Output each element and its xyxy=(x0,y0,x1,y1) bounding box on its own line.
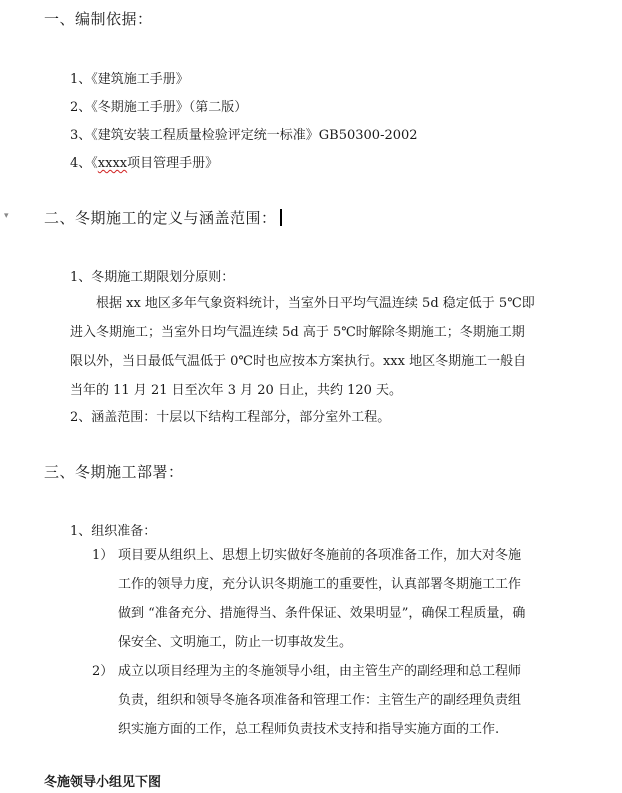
reference-item-1 xyxy=(70,68,189,87)
section-heading-1: 一、编制依据： xyxy=(44,10,153,28)
reference-number: 3、 xyxy=(70,128,92,143)
paragraph-line: 工作的领导力度，充分认识冬期施工的重要性，认真部署冬期施工工作 xyxy=(118,577,522,592)
s2-paragraph xyxy=(70,289,570,405)
reference-item-4 xyxy=(70,152,218,171)
paragraph-line: 做到 “准备充分、措施得当、条件保证、效果明显”，确保工程质量，确 xyxy=(118,606,526,621)
s3-item1-heading: 1、组织准备： xyxy=(70,524,157,539)
reference-text: 《冬期施工手册》（第二版） xyxy=(91,100,248,115)
reference-text-suffix: 项目管理手册》 xyxy=(127,156,219,171)
paragraph-line: 进入冬期施工；当室外日均气温连续 5d 高于 5℃时解除冬期施工；冬期施工期 xyxy=(70,325,525,340)
collapse-marker-icon[interactable]: ▾ xyxy=(4,211,9,221)
reference-text-prefix: 《 xyxy=(91,156,98,171)
s3-sub1-number: 1） xyxy=(92,548,114,563)
reference-number: 2、 xyxy=(70,100,92,115)
reference-number: 4、 xyxy=(70,156,92,171)
paragraph-line: 织实施方面的工作，总工程师负责技术支持和指导实施方面的工作. xyxy=(118,722,500,737)
reference-text: 《建筑安装工程质量检验评定统一标准》GB50300-2002 xyxy=(91,128,418,143)
s2-item2: 2、涵盖范围：十层以下结构工程部分，部分室外工程。 xyxy=(70,410,391,425)
paragraph-line: 限以外，当日最低气温低于 0℃时也应按本方案执行。xxx 地区冬期施工一般自 xyxy=(70,354,527,369)
paragraph-line: 当年的 11 月 21 日至次年 3 月 20 日止，共约 120 天。 xyxy=(70,383,403,398)
section-heading-2-text: 二、冬期施工的定义与涵盖范围： xyxy=(44,209,277,227)
s3-sub2-number: 2） xyxy=(92,664,114,679)
text-cursor xyxy=(280,209,282,226)
spellcheck-flagged-word[interactable]: xxxx xyxy=(97,156,128,171)
reference-item-2 xyxy=(70,96,247,115)
paragraph-line: 根据 xx 地区多年气象资料统计，当室外日平均气温连续 5d 稳定低于 5℃即 xyxy=(96,296,535,311)
s2-item1-heading: 1、冬期施工期限划分原则： xyxy=(70,270,235,285)
paragraph-line: 成立以项目经理为主的冬施领导小组，由主管生产的副经理和总工程师 xyxy=(118,664,522,679)
reference-text: 《建筑施工手册》 xyxy=(91,72,189,87)
s3-sub2-text xyxy=(118,657,578,744)
paragraph-line: 负责，组织和领导冬施各项准备和管理工作：主管生产的副经理负责组 xyxy=(118,693,522,708)
reference-item-3 xyxy=(70,124,418,143)
s3-sub1-text xyxy=(118,541,578,657)
footer-heading: 冬施领导小组见下图 xyxy=(44,775,162,790)
section-heading-3: 三、冬期施工部署： xyxy=(44,463,184,481)
reference-number: 1、 xyxy=(70,72,92,87)
section-heading-2 xyxy=(44,207,282,228)
paragraph-line: 保安全、文明施工，防止一切事故发生。 xyxy=(118,635,353,650)
paragraph-line: 项目要从组织上、思想上切实做好冬施前的各项准备工作，加大对冬施 xyxy=(118,548,522,563)
